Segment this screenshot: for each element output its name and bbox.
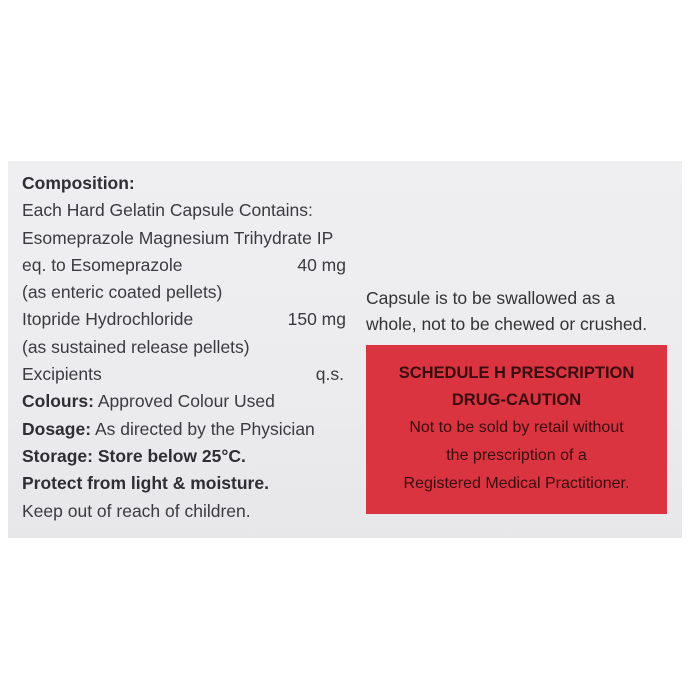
- ingredient-1-note: (as enteric coated pellets): [22, 282, 223, 303]
- ingredient-1-amount: 40 mg: [297, 254, 346, 275]
- warning-title-2: DRUG-CAUTION: [451, 391, 582, 409]
- excipients-label: Excipients: [22, 364, 102, 385]
- composition-block: [22, 170, 352, 525]
- protect-text: Protect from light & moisture.: [22, 473, 269, 494]
- colours-row: [22, 388, 352, 415]
- warning-line-2: the prescription of a: [446, 447, 587, 464]
- storage-text: Storage: Store below 25°C.: [22, 445, 246, 466]
- dosage-row: [22, 416, 352, 443]
- ingredient-2-row: [22, 306, 352, 333]
- capsule-contains: Each Hard Gelatin Capsule Contains:: [22, 200, 313, 221]
- excipients-row: [22, 361, 352, 388]
- ingredient-1-name: Esomeprazole Magnesium Trihydrate IP: [22, 227, 334, 248]
- excipients-amount: q.s.: [315, 364, 344, 385]
- dosage-label: Dosage:: [22, 418, 92, 439]
- children-text: Keep out of reach of children.: [22, 500, 251, 521]
- colours-value: Approved Colour Used: [93, 391, 275, 412]
- colours-label: Colours:: [22, 391, 94, 412]
- dosage-value: As directed by the Physician: [91, 418, 315, 439]
- warning-line-3: Registered Medical Practitioner.: [403, 475, 630, 492]
- warning-title-1: SCHEDULE H PRESCRIPTION: [398, 364, 635, 382]
- schedule-h-warning-box: [366, 345, 667, 514]
- capsule-note: [366, 285, 676, 337]
- ingredient-1-eq: eq. to Esomeprazole: [22, 254, 183, 275]
- ingredient-2-name: Itopride Hydrochloride: [22, 309, 194, 330]
- composition-heading: Composition:: [22, 173, 135, 193]
- ingredient-2-note: (as sustained release pellets): [22, 336, 250, 357]
- capsule-note-line-2: whole, not to be chewed or crushed.: [366, 314, 648, 334]
- capsule-note-line-1: Capsule is to be swallowed as a: [366, 288, 616, 308]
- warning-line-1: Not to be sold by retail without: [409, 419, 624, 436]
- ingredient-1-row: [22, 252, 352, 279]
- ingredient-2-amount: 150 mg: [287, 309, 346, 330]
